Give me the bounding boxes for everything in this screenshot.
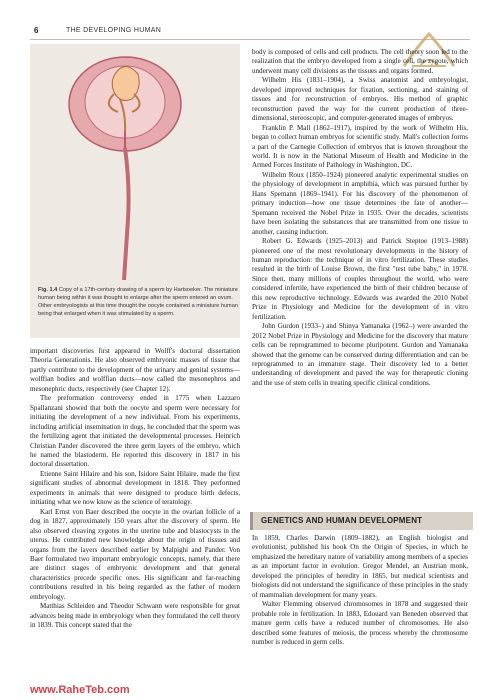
right-column — [252, 48, 468, 388]
figure-caption-text: Copy of a 17th-century drawing of a sperm by Hartsoeker. The miniature human being within it was thought to enlarge after the sperm entered an ovum. Other embryologists at this time thought the oocyte contained a miniature human being that enlarged when it was stimulated by a sperm. — [38, 287, 238, 318]
section-heading-band — [250, 512, 473, 530]
section-body — [252, 534, 468, 647]
paragraph: Etienne Saint Hilaire and his son, Isidore Saint Hilaire, made the first significant studies of abnormal development in 1818. They performed experiments in animals that were designed to produce birth defects, initiating what we now know as the science of teratology. — [30, 469, 240, 507]
site-watermark: www.RaheTeb.com — [30, 684, 130, 696]
paragraph: Karl Ernst von Baer described the oocyte in the ovarian follicle of a dog in 1827, approximately 150 years after the discovery of sperm. He also observed cleaving zygotes in the uterine tube and blastocysts in the uterus. He contributed new knowledge about the origin of tissues and organs from the layers described earlier by Malpighi and Pander. Von Baer formulated two important embryologic concepts, namely, that there are distinct stages of embryonic development and that general characteristics precede specific ones. His significant and far-reaching contributions resulted in his being regarded as the father of modern embryology. — [30, 507, 240, 601]
section-heading: GENETICS AND HUMAN DEVELOPMENT — [261, 516, 423, 525]
paragraph: Wilhelm His (1831–1904), a Swiss anatomist and embryologist, developed improved techniques for fixation, sectioning, and staining of tissues and for reconstruction of embryos. His method of graphic reconstruction paved the way for the current production of three-dimensional, stereoscopic, and computer-generated images of embryos. — [252, 76, 468, 123]
paragraph: Walter Flemming observed chromosomes in 1878 and suggested their probable role in fertilization. In 1883, Edouard van Beneden observed that mature germ cells have a reduced number of chromosomes. He also described some features of meiosis, the process whereby the chromosome number is reduced in germ cells. — [252, 600, 468, 646]
running-title: THE DEVELOPING HUMAN — [66, 27, 162, 34]
figure-caption — [38, 286, 238, 318]
paragraph: In 1859, Charles Darwin (1809–1882), an English biologist and evolutionist, published his book On the Origin of Species, in which he emphasized the hereditary nature of variability among members of a species as an important factor in evolution. Gregor Mendel, an Austrian monk, developed the principles of heredity in 1865, but medical scientists and biologists did not understand the significance of these principles in the study of mammalian development for many years. — [252, 534, 468, 599]
paragraph: The preformation controversy ended in 1775 when Lazzaro Spallanzani showed that both the oocyte and sperm were necessary for initiating the development of a new individual. From his experiments, including artificial insemination in dogs, he concluded that the sperm was the fertilizing agent that initiated the developmental processes. Heinrich Christian Pander discovered the three germ layers of the embryo, which he named the blastoderm. He reported this discovery in 1817 in his doctoral dissertation. — [30, 394, 240, 469]
paragraph: Robert G. Edwards (1925–2013) and Patrick Steptoe (1913–1988) pioneered one of the most revolutionary developments in the history of human reproduction: the technique of in vitro fertilization. These studies resulted in the birth of Louise Brown, the first "test tube baby," in 1978. Since then, many millions of couples throughout the world, who were considered infertile, have experienced the birth of their children because of this new reproductive technology. Edwards was awarded the 2010 Nobel Prize in Physiology and Medicine for the development of in vitro fertilization. — [252, 237, 468, 321]
left-column — [30, 347, 240, 631]
figure-label: Fig. 1.4 — [38, 287, 58, 293]
paragraph: Matthias Schleiden and Theodor Schwann were responsible for great advances being made in embryology when they formulated the cell theory in 1839. This concept stated that the — [30, 602, 240, 630]
paragraph: Wilhelm Roux (1850–1924) pioneered analytic experimental studies on the physiology of development in amphibia, which was pursued further by Hans Spemann (1869–1941). For his discovery of the phenomenon of primary induction—how one tissue determines the fate of another—Spemann received the Nobel Prize in 1935. Over the decades, scientists have been isolating the substances that are transmitted from one tissue to another, causing induction. — [252, 170, 468, 236]
paragraph: John Gurdon (1933–) and Shinya Yamanaka (1962–) were awarded the 2012 Nobel Prize in Physiology and Medicine for the discovery that mature cells can be reprogrammed to become pluripotent. Gurdon and Yamanaka showed that the genome can be conserved during differentiation and can be reprogrammed to an immature stage. Their discovery led to a better understanding of development and paved the way for therapeutic cloning and the use of stem cells in treating specific clinical conditions. — [252, 322, 468, 387]
paragraph: important discoveries first appeared in Wolff's doctoral dissertation Theoria Generationis. He also observed embryonic masses of tissue that partly contribute to the development of the urinary and genital systems—wolffian bodies and wolffian ducts—now called the mesonephros and mesonephric ducts, respectively (see Chapter 12). — [30, 347, 240, 393]
paragraph: Franklin P. Mall (1862–1917), inspired by the work of Wilhelm His, began to collect human embryos for scientific study. Mall's collection forms a part of the Carnegie Collection of embryos that is known throughout the world. It is now in the National Museum of Health and Medicine in the Armed Forces Institute of Pathology in Washington, DC. — [252, 123, 468, 170]
homunculus-sperm-drawing — [30, 44, 240, 282]
paragraph: body is composed of cells and cell products. The cell theory soon led to the realization that the embryo developed from a single cell, the zygote, which underwent many cell divisions as the tissues and organs formed. — [252, 48, 468, 75]
page-number: 6 — [34, 26, 39, 35]
